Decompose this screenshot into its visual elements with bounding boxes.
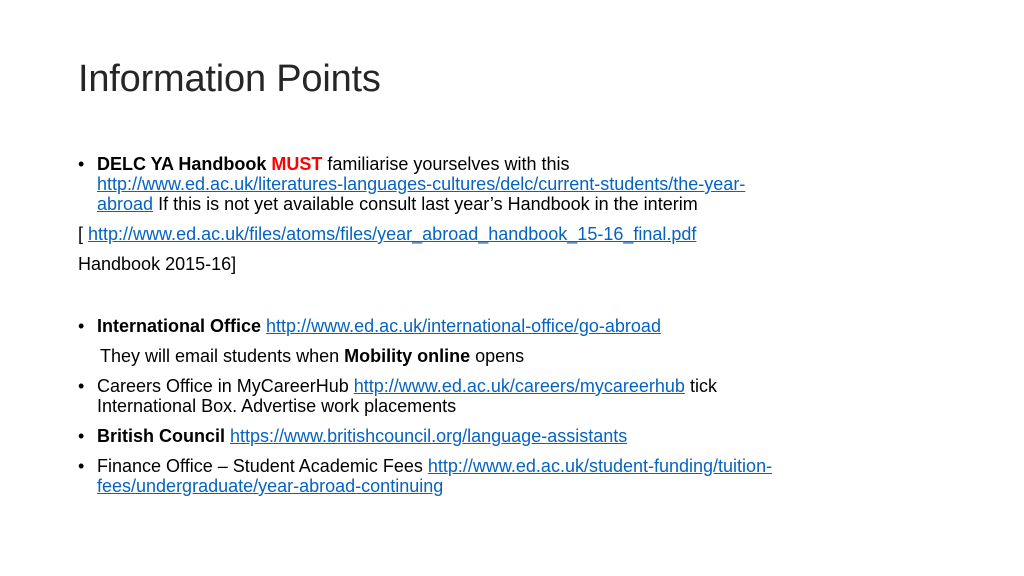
british-council-link[interactable]: https://www.britishcouncil.org/language-assistants [230,426,628,446]
british-council-label: British Council [97,426,226,446]
careers-tick-text: tick [689,376,717,396]
must-emphasis: MUST [271,154,323,174]
delc-handbook-text: familiarise yourselves with this [327,154,570,174]
careers-office-line2: International Box. Advertise work placements [97,396,457,416]
slide-title: Information Points [78,58,381,100]
open-bracket: [ [78,224,84,244]
handbook-year-text: Handbook 2015-16] [78,254,237,274]
bullet-marker: • [78,456,85,476]
careers-office-text: Careers Office in MyCareerHub [97,376,349,396]
mobility-text-before: They will email students when [100,346,340,366]
international-office-label: International Office [97,316,262,336]
finance-office-text: Finance Office – Student Academic Fees [97,456,423,476]
mobility-online-label: Mobility online [344,346,471,366]
bullet-delc-handbook [78,154,958,214]
mobility-text-after: opens [475,346,525,366]
tuition-fees-link[interactable]: http://www.ed.ac.uk/student-funding/tuition- fees/undergraduate/year-abroad-continuing [97,456,773,496]
international-office-link[interactable]: http://www.ed.ac.uk/international-office/go-abroad [266,316,661,336]
bullet-marker: • [78,426,85,446]
delc-handbook-trailing-text: If this is not yet available consult last year’s Handbook in the interim [158,194,698,214]
bullet-international-office [78,316,958,336]
handbook-pdf-line [78,224,958,244]
bullet-finance-office [78,456,958,496]
delc-year-abroad-link[interactable]: http://www.ed.ac.uk/literatures-languages-cultures/delc/current-students/the-year- abroad [97,174,746,214]
bullet-marker: • [78,316,85,336]
bullet-british-council [78,426,958,446]
bullet-careers-office [78,376,958,416]
delc-handbook-label: DELC YA Handbook [97,154,267,174]
bullet-marker: • [78,154,85,174]
handbook-pdf-link[interactable]: http://www.ed.ac.uk/files/atoms/files/year_abroad_handbook_15-16_final.pdf [88,224,697,244]
mycareerhub-link[interactable]: http://www.ed.ac.uk/careers/mycareerhub [353,376,685,396]
mobility-online-line [78,346,958,366]
slide-body [78,154,958,496]
handbook-year-line [78,254,958,274]
bullet-marker: • [78,376,85,396]
